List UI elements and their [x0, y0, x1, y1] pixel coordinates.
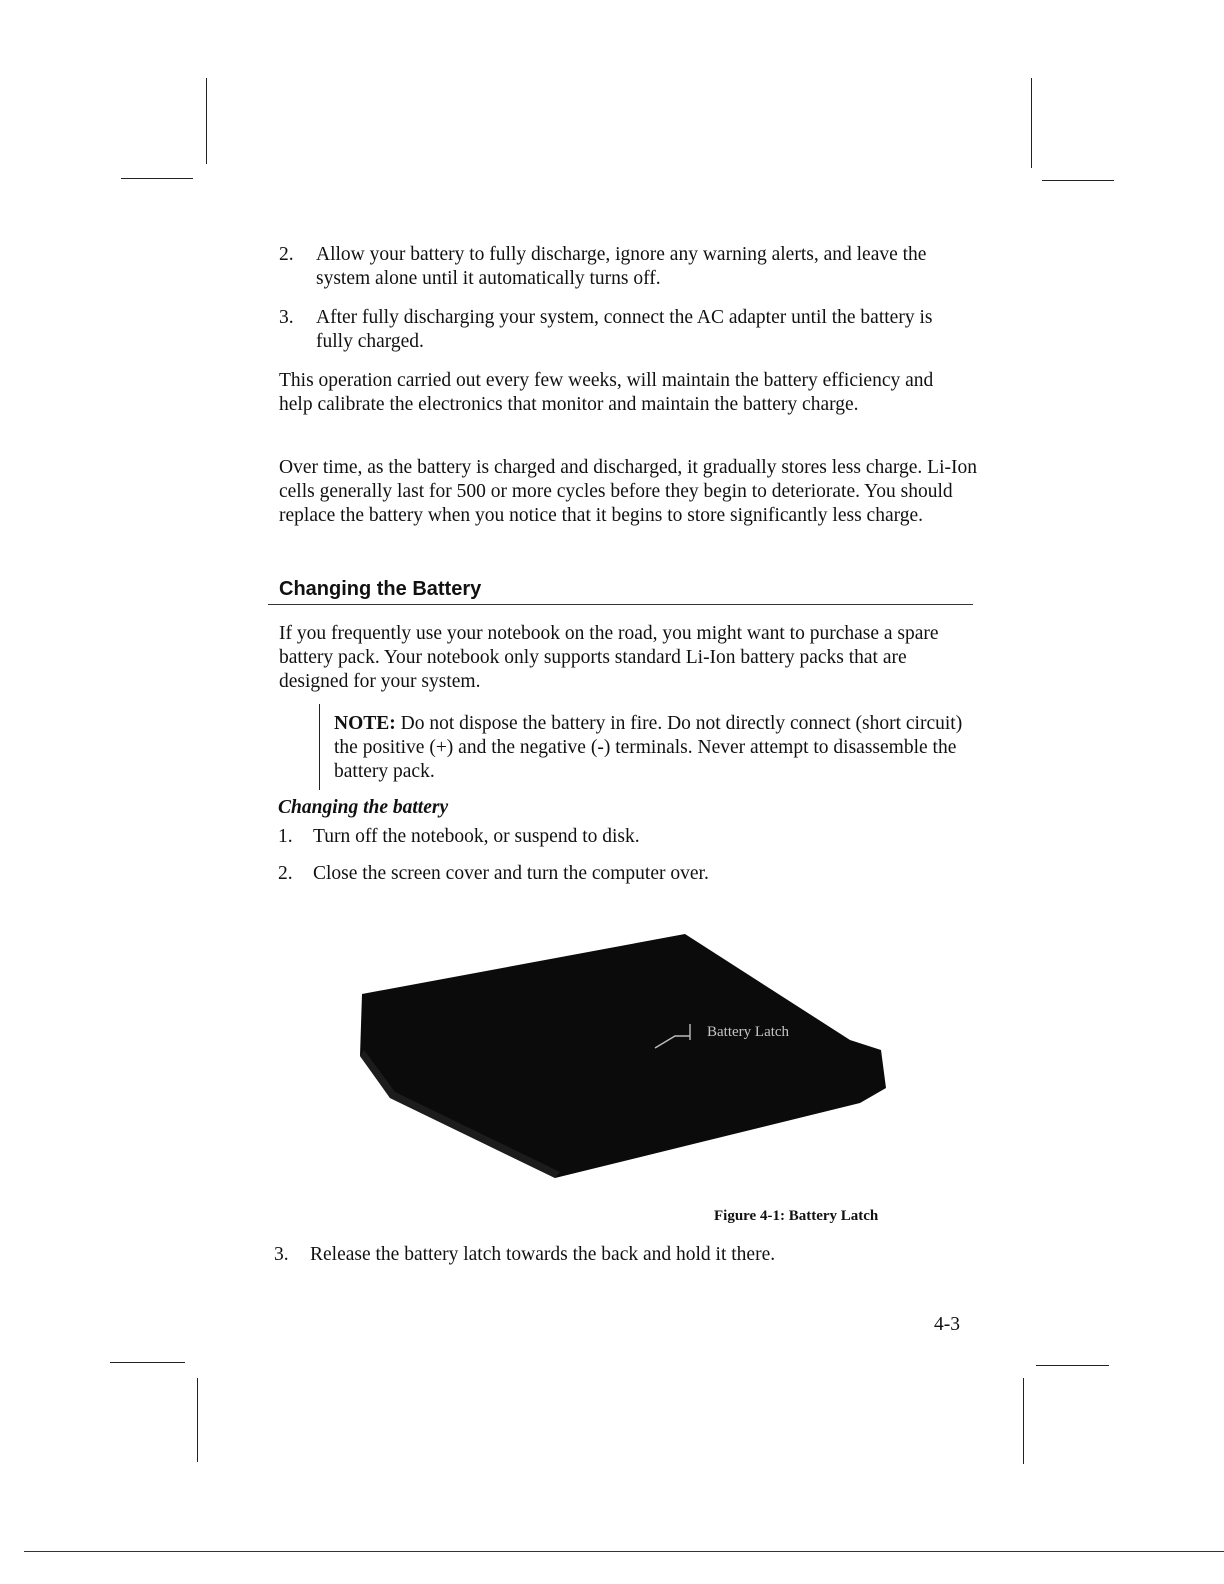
step-number: 3.	[274, 1244, 289, 1265]
crop-mark	[197, 1378, 198, 1462]
crop-mark	[1042, 180, 1114, 181]
crop-mark	[121, 178, 193, 179]
crop-mark	[110, 1362, 185, 1363]
step-number: 1.	[278, 826, 293, 847]
note-text: Do not dispose the battery in fire. Do not directly connect (short circuit) the positive (+) and the negative (-) terminals. Never attempt to disassemble the battery pack.	[334, 713, 963, 782]
notebook-body	[360, 934, 886, 1178]
list-number: 2.	[279, 244, 294, 265]
figure-caption: Figure 4-1: Battery Latch	[714, 1208, 879, 1224]
paragraph: Over time, as the battery is charged and discharged, it gradually stores less charge. Li-Ion cells generally last for 500 or more cycles before they begin to deteriorate. You should replace the battery when you notice that it begins to store significantly less charge.	[279, 457, 977, 526]
procedure-heading: Changing the battery	[278, 797, 449, 818]
notebook-underside-figure	[350, 928, 895, 1188]
crop-mark	[1036, 1365, 1109, 1366]
note	[334, 712, 984, 784]
battery-latch-callout: Battery Latch	[707, 1024, 790, 1040]
section-intro: If you frequently use your notebook on the road, you might want to purchase a spare battery pack. Your notebook only supports standard Li-Ion battery packs that are designed for your system.	[279, 623, 939, 692]
list-text: Allow your battery to fully discharge, ignore any warning alerts, and leave the system alone until it automatically turns off.	[316, 244, 927, 289]
step-text: Release the battery latch towards the back and hold it there.	[310, 1244, 776, 1265]
step-text: Turn off the notebook, or suspend to disk.	[313, 826, 640, 847]
crop-mark	[206, 78, 207, 164]
note-label: NOTE:	[334, 713, 396, 734]
note-bar	[319, 704, 320, 790]
bottom-rule	[24, 1551, 1224, 1552]
list-text: After fully discharging your system, connect the AC adapter until the battery is fully charged.	[316, 307, 933, 352]
step-text: Close the screen cover and turn the computer over.	[313, 863, 709, 884]
section-heading: Changing the Battery	[279, 578, 482, 600]
crop-mark	[1023, 1378, 1024, 1464]
list-number: 3.	[279, 307, 294, 328]
crop-mark	[1031, 78, 1032, 168]
section-rule	[268, 604, 973, 605]
paragraph: This operation carried out every few weeks, will maintain the battery efficiency and help calibrate the electronics that monitor and maintain the battery charge.	[279, 370, 934, 415]
step-number: 2.	[278, 863, 293, 884]
page-number: 4-3	[934, 1314, 960, 1335]
